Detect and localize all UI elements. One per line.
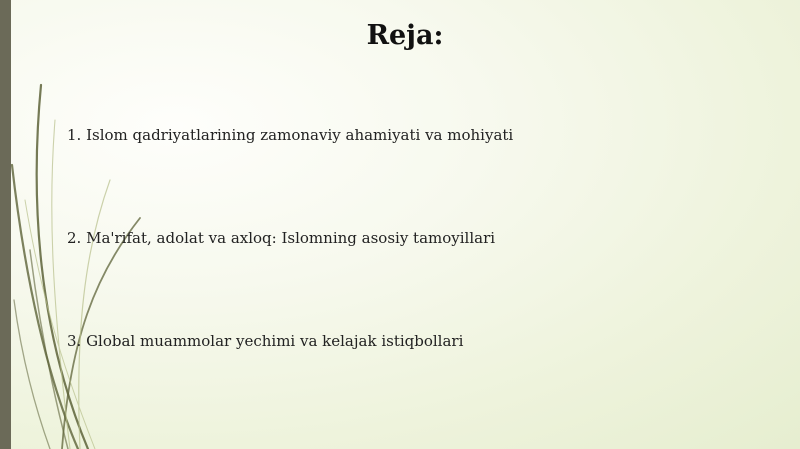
plan-item-3: 3. Global muammolar yechimi va kelajak istiqbollari [67, 332, 464, 350]
grass-decoration-icon [0, 0, 170, 449]
plan-item-2: 2. Ma'rifat, adolat va axloq: Islomning asosiy tamoyillari [67, 229, 496, 247]
plan-item-1: 1. Islom qadriyatlarining zamonaviy ahamiyati va mohiyati [67, 126, 514, 144]
slide-title: Reja: [366, 20, 444, 51]
